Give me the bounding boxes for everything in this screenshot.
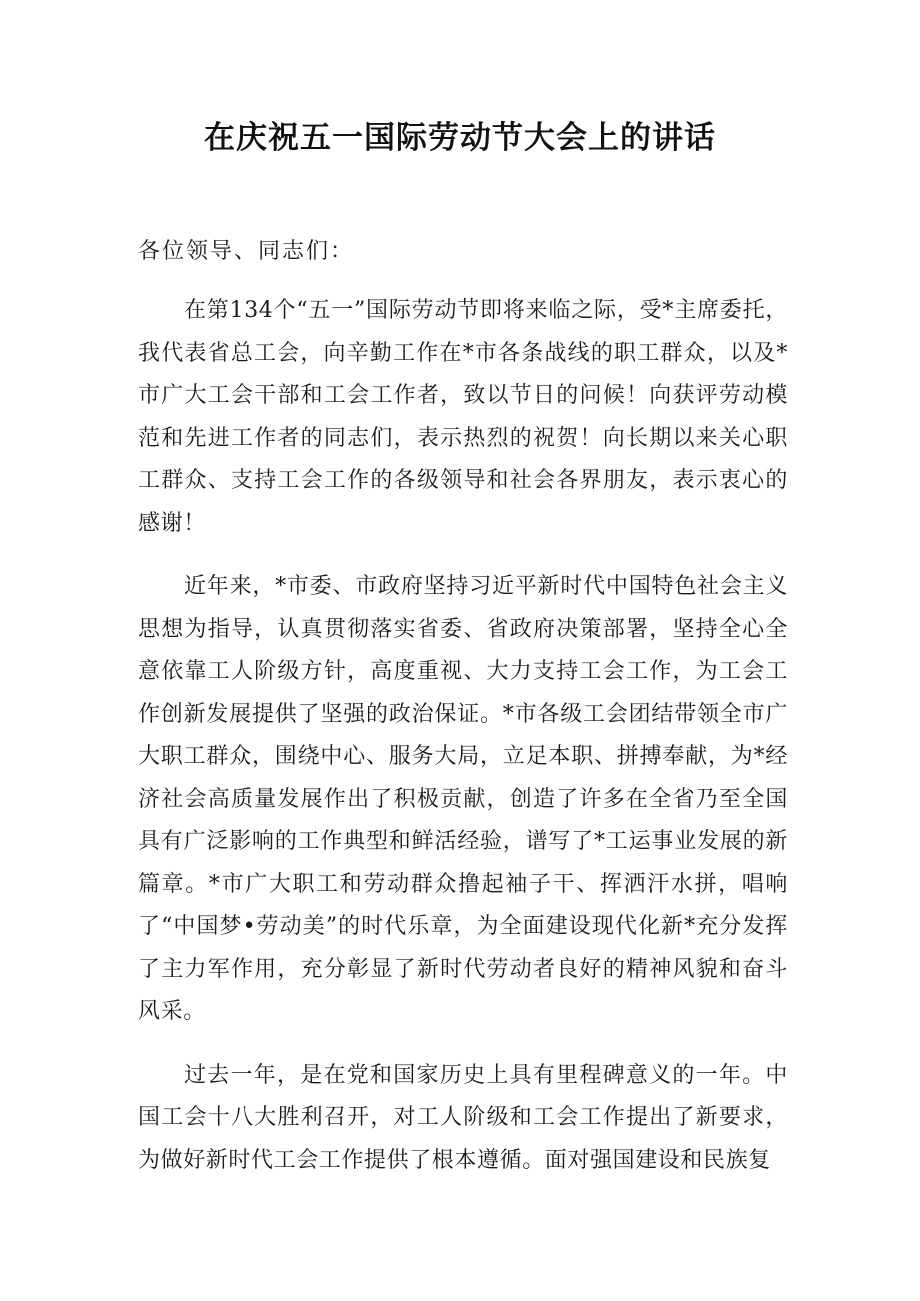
salutation: 各位领导、同志们：	[138, 239, 355, 264]
paragraph-2: 近年来，*市委、市政府坚持习近平新时代中国特色社会主义思想为指导，认真贯彻落实省委、省政府决策部署，坚持全心全意依靠工人阶级方针，高度重视、大力支持工会工作，为工会工作创新发展提供了坚强的政治保证。*市各级工会团结带领全市广大职工群众，围绕中心、服务大局，立足本职、拼搏奉献，为*经济社会高质量发展作出了积极贡献，创造了许多在全省乃至全国具有广泛影响的工作典型和鲜活经验，谱写了*工运事业发展的新篇章。*市广大职工和劳动群众撸起袖子干、挥洒汗水拼，唱响了“中国梦•劳动美”的时代乐章，为全面建设现代化新*充分发挥了主力军作用，充分彰显了新时代劳动者良好的精神风貌和奋斗风采。	[138, 574, 788, 1024]
document-title: 在庆祝五一国际劳动节大会上的讲话	[204, 120, 716, 156]
paragraph-3: 过去一年，是在党和国家历史上具有里程碑意义的一年。中国工会十八大胜利召开，对工人阶级和工会工作提出了新要求，为做好新时代工会工作提供了根本遵循。面对强国建设和民族复	[138, 1062, 788, 1173]
document-body	[138, 290, 788, 1203]
paragraph-1: 在第134个“五一”国际劳动节即将来临之际，受*主席委托，我代表省总工会，向辛勤工作在*市各条战线的职工群众，以及*市广大工会干部和工会工作者，致以节日的问候！向获评劳动模范和先进工作者的同志们，表示热烈的祝贺！向长期以来关心职工群众、支持工会工作的各级领导和社会各界朋友，表示衷心的感谢！	[138, 298, 788, 536]
